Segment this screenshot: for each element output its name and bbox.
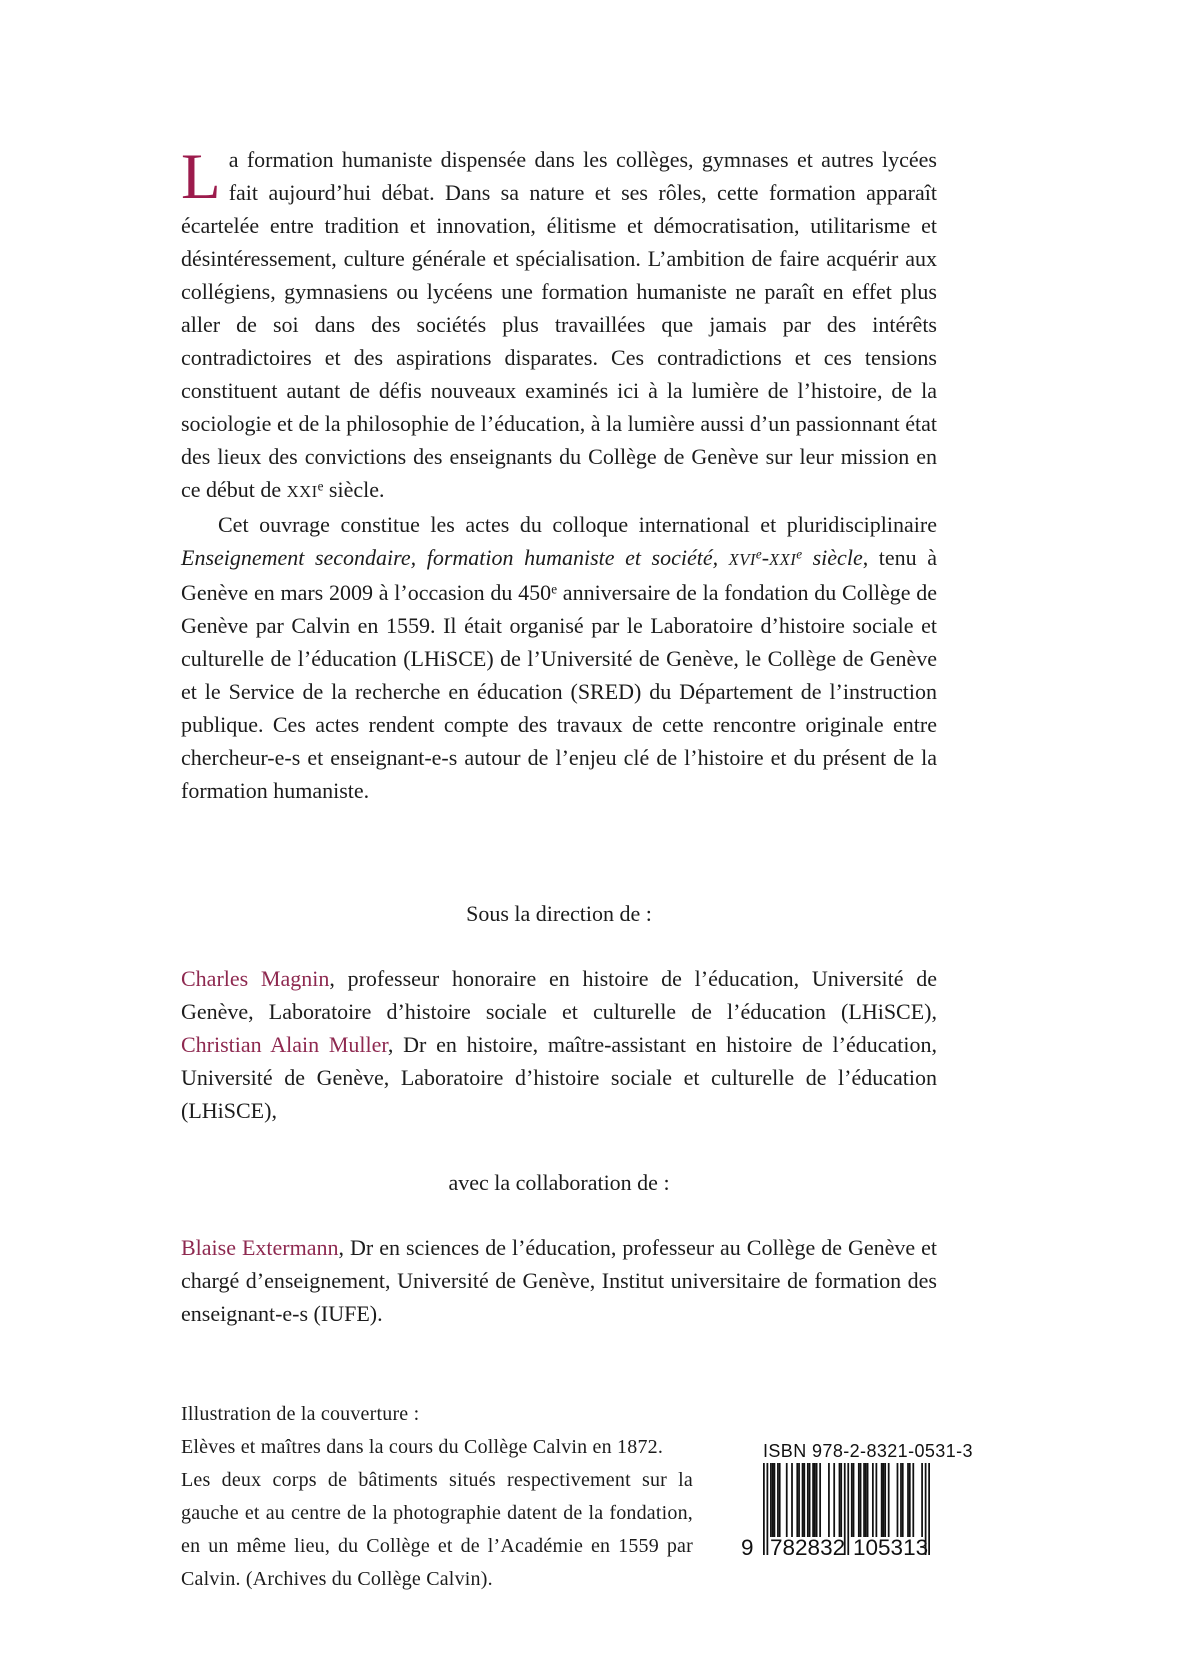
- barcode-digit: 3: [915, 1535, 929, 1560]
- barcode-digit: 8: [807, 1535, 821, 1560]
- text-segment: -: [761, 545, 770, 570]
- text-segment: siècle.: [323, 477, 385, 502]
- caption-title: Illustration de la couverture :: [181, 1403, 420, 1425]
- text-segment: , tenu à Genève en mars 2009 à l’occasion du 450: [181, 545, 937, 605]
- barcode-digit: 5: [878, 1535, 891, 1560]
- barcode-digit-lead: [741, 1536, 757, 1560]
- text-segment: Cet ouvrage constitue les actes du colloque international et pluridisciplinaire: [218, 512, 937, 537]
- barcode-digits-left: [770, 1535, 846, 1560]
- collaborator-paragraph: [181, 1231, 937, 1330]
- synopsis: [181, 143, 937, 807]
- editors-paragraph: [181, 962, 937, 1127]
- synopsis-paragraph-1: [181, 143, 937, 508]
- barcode-digit: 0: [865, 1535, 879, 1560]
- text-segment: XXI: [769, 550, 797, 569]
- barcode-digit: 9: [741, 1535, 754, 1560]
- text-segment: XVI: [728, 550, 756, 569]
- synopsis-paragraph-2: [181, 508, 937, 807]
- text-segment: a formation humaniste dispensée dans les collèges, gymnases et autres lycées fait aujourd’hui débat. Dans sa nature et ses rôles, cette formation apparaît écartelée entre tradition et innovation, élitisme et démocratisation, utilitarisme et désintéressement, culture générale et spécialisation. L’ambition de faire acquérir aux collégiens, gymnasiens ou lycéens une formation humaniste ne paraît en effet plus aller de soi dans des sociétés plus travaillées que jamais par des intérêts contradictoires et des aspirations disparates. Ces contradictions et ces tensions constituent autant de défis nouveaux examinés ici à la lumière de l’histoire, de la sociologie et de la philosophie de l’éducation, à la lumière aussi d’un passionnant état des lieux des convictions des enseignants du Collège de Genève sur leur mission en ce début de: [181, 147, 937, 502]
- text-segment: , Dr en histoire, maître-assistant en histoire de l’éducation, Université de Genève, Laboratoire d’histoire sociale et culturelle de l’éducation (LHiSCE),: [181, 1032, 937, 1123]
- isbn-barcode: [741, 1441, 973, 1565]
- barcode-digit: 8: [782, 1535, 796, 1560]
- text-segment: , professeur honoraire en histoire de l’éducation, Université de Genève, Laboratoire d’histoire sociale et culturelle de l’éducation (LHiSCE),: [181, 966, 937, 1024]
- text-segment: siècle: [802, 545, 863, 570]
- text-segment: e: [317, 478, 324, 494]
- text-segment: , Dr en sciences de l’éducation, professeur au Collège de Genève et chargé d’enseignement, Université de Genève, Institut universitaire de formation des enseignant-e-s (IUFE).: [181, 1235, 937, 1326]
- cover-illustration-caption: [181, 1398, 693, 1596]
- direction-heading: Sous la direction de :: [466, 901, 652, 926]
- caption-subtitle: Elèves et maîtres dans la cours du Collège Calvin en 1872.: [181, 1436, 664, 1458]
- text-segment: anniversaire de la fondation du Collège de Genève par Calvin en 1559. Il était organisé par le Laboratoire d’histoire sociale et culturelle de l’éducation (LHiSCE) de l’Université de Genève, le Collège de Genève et le Service de la recherche en éducation (SRED) du Département de l’instruction publique. Ces actes rendent compte des travaux de cette rencontre originale entre chercheur-e-s et enseignant-e-s autour de l’enjeu clé de l’histoire et du présent de la formation humaniste.: [181, 580, 937, 803]
- text-segment: e: [796, 546, 803, 562]
- text-segment: Christian Alain Muller: [181, 1032, 388, 1057]
- caption-body: Les deux corps de bâtiments situés respectivement sur la gauche et au centre de la photographie datent de la fondation, en un même lieu, du Collège et de l’Académie en 1559 par Calvin. (Archives du Collège Calvin).: [181, 1469, 693, 1590]
- collaboration-heading: avec la collaboration de :: [448, 1170, 670, 1195]
- barcode-digit: 3: [820, 1535, 833, 1560]
- text-segment: Charles Magnin: [181, 966, 330, 991]
- barcode-digit: 1: [903, 1535, 916, 1560]
- barcode-digits-right: [853, 1535, 929, 1560]
- text-segment: Blaise Extermann: [181, 1235, 339, 1260]
- barcode-digit: 2: [832, 1535, 846, 1560]
- isbn-label: ISBN 978-2-8321-0531-3: [763, 1441, 973, 1461]
- synopsis-paragraph-1-text: [181, 141, 937, 502]
- drop-cap: L: [181, 141, 221, 213]
- text-segment: e: [551, 581, 558, 597]
- text-segment: e: [755, 546, 762, 562]
- barcode-digit: 3: [890, 1535, 904, 1560]
- text-segment: XXI: [286, 482, 318, 501]
- text-segment: Enseignement secondaire, formation humaniste et société,: [181, 545, 729, 570]
- barcode-digit: 2: [795, 1535, 808, 1560]
- barcode-digit: 7: [770, 1535, 783, 1560]
- barcode-digit: 1: [853, 1535, 866, 1560]
